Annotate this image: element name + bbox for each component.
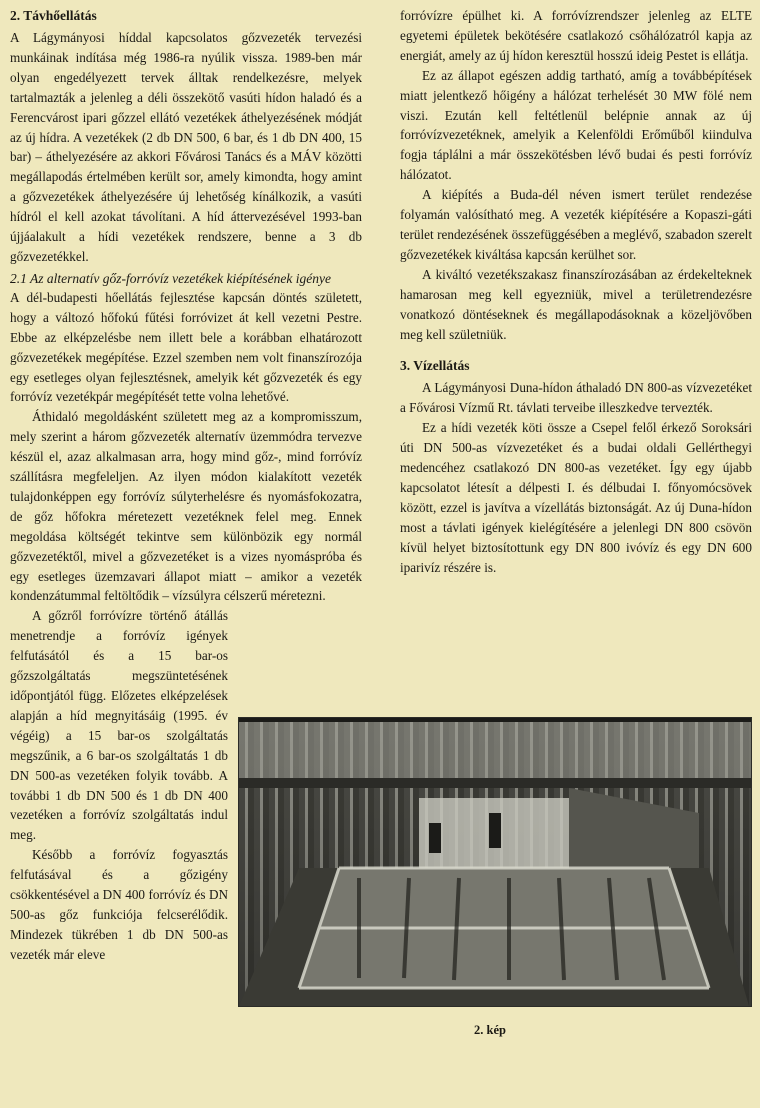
construction-site-photo [238,717,752,1007]
subsection-heading: 2.1 Az alternatív gőz-forróvíz vezetékek kiépítésének igénye [10,270,332,286]
paragraph: A kiépítés a Buda-dél néven ismert terület rendezése folyamán valósítható meg. A vezeték kiépítésére a Kopaszi-gáti terület rendezésének összefüggésében a meglévő, szabadon szerelt gőzvezetékek kiváltása kapcsán kerülhet sor. [400,187,752,262]
figure-caption: 2. kép [474,1023,506,1037]
paragraph: A Lágymányosi Duna-hídon áthaladó DN 800-as vízvezetéket a Fővárosi Vízmű Rt. távlati terveibe illeszkedve tervezték. [400,380,752,416]
paragraph: A dél-budapesti hőellátás fejlesztése kapcsán döntés született, hogy a változó hőfokú fűtési forróvizet át kell vezetni Pestre. Ebbe az elképzelésbe nem illett bele a korábban elhatározott gőzvezetékek megépítése. Ezzel szemben nem volt finanszírozója egy esetleges olyan fejlesztésnek, amelyik két gőzvezeték és egy forróvíz vezetékpár megépítését tette volna lehetővé. [10,289,362,405]
paragraph: Ez a hídi vezeték köti össze a Csepel felől érkező Soroksári úti DN 500-as vízvezetéket és a budai oldali Gellérthegyi medencéhez csatlakozó DN 800-as vezetéket. Így egy újabb kapcsolatot létesít a délpesti I. és délbudai I. főnyomócsövek között, ezzel is javítva a vízellátás biztonságát. Az új Duna-hídon most a távlati igények kielégítésére a jelenlegi DN 800 csövön kívül helyet biztosítottunk egy DN 800 ivóvíz és egy DN 600 iparivíz részére is. [400,420,752,575]
paragraph: A kiváltó vezetékszakasz finanszírozásában az érdekelteknek hamarosan meg kell egyezniük, mivel a területrendezésre vonatkozó döntéseknek és megállapodásoknak a közeljövőben meg kell születniük. [400,266,752,342]
section-heading-district-heating: 2. Távhőellátás [10,8,97,23]
paragraph: Áthidaló megoldásként született meg az a kompromisszum, mely szerint a három gőzvezeték alternatív üzemmódra tervezve készül el, azaz alkalmasan arra, hogy mind gőz-, mind forróvíz szállításra megfeleljen. Az ilyen módon kialakított vezeték tulajdonképpen egy forróvíz súlyterhelésre és nyomásfokozatra, de gőz hőfokra méretezett vezetéknek felel meg. Ennek megoldása költségét tekintve sem különbözik egy normál gőzvezetéktől, mivel a gőzvezetéket is a vizes nyomáspróba és egy esetleges üzemzavari állapot miatt – amikor a vezeték kondenzátummal feltöltődik – vízsúlyra célszerű méretezni. [10,409,362,604]
paragraph: Ez az állapot egészen addig tartható, amíg a továbbépítések miatt jelentkező hőigény a hálózat terhelését 30 MW fölé nem viszi. Ezután kell feltétlenül belépnie annak az új forróvízvezetéknek, amelyik a Kelenföldi Erőműből kiindulva fogja táplálni a már összekötésben lévő budai és pesti forróvíz hálózatot. [400,67,752,183]
paragraph: A Lágymányosi híddal kapcsolatos gőzvezeték tervezési munkáinak indítása még 1986-ra nyúlik vissza. 1989-ben már olyan engedélyezett tervek álltak rendelkezésre, melyek tartalmazták a jelenleg a déli összekötő vasúti hídon haladó és a Ferencvárost ipari gőzzel ellátó vezetékek áthelyezésének módját az új hídra. A vezetékek (2 db DN 500, 6 bar, és 1 db DN 400, 15 bar) – áthelyezésére az akkori Fővárosi Tanács és a MÁV közötti megállapodás értelmében került sor, amely kimondta, hogy amint a gőzvezetékek áthelyezésére új lehetőség kínálkozik, a vasúti hídról el kell azokat távolítani. A híd áttervezésével 1993-ban újjáalakult a hídi vezetékek rendszere, benne a 3 db gőzvezetékkel. [10,30,362,264]
narrow-text-block [10,606,228,964]
paragraph: Később a forróvíz fogyasztás felfutásával és a gőzigény csökkentésével a DN 400 forróvíz és DN 500-as gőz funkciója felcserélődik. Mindezek tükrében 1 db DN 500-as vezeték már eleve [10,847,228,962]
section-heading-water-supply: 3. Vízellátás [400,358,470,374]
paragraph: A gőzről forróvízre történő átállás menetrendje a forróvíz igények felfutásától és a 15 bar-os gőzszolgáltatás megszüntetésének időpontjától függ. Előzetes elképzelések alapján a híd megnyitásáig (1995. év végéig) a 15 bar-os szolgáltatás megszűnik, a 6 bar-os szolgáltatás 1 db DN 500-as vezetéken folyik tovább. A további 1 db DN 500 és 1 db DN 400 vezetéken a forróvíz szolgáltatás indul meg. [10,608,228,843]
right-column [400,6,752,577]
paragraph: forróvízre épülhet ki. A forróvízrendszer jelenleg az ELTE egyetemi épületek bekötésére csatlakozó csőhálózatról kapja az energiát, amely az új hídon keresztül hosszú ideig Pestet is ellátja. [400,8,752,63]
